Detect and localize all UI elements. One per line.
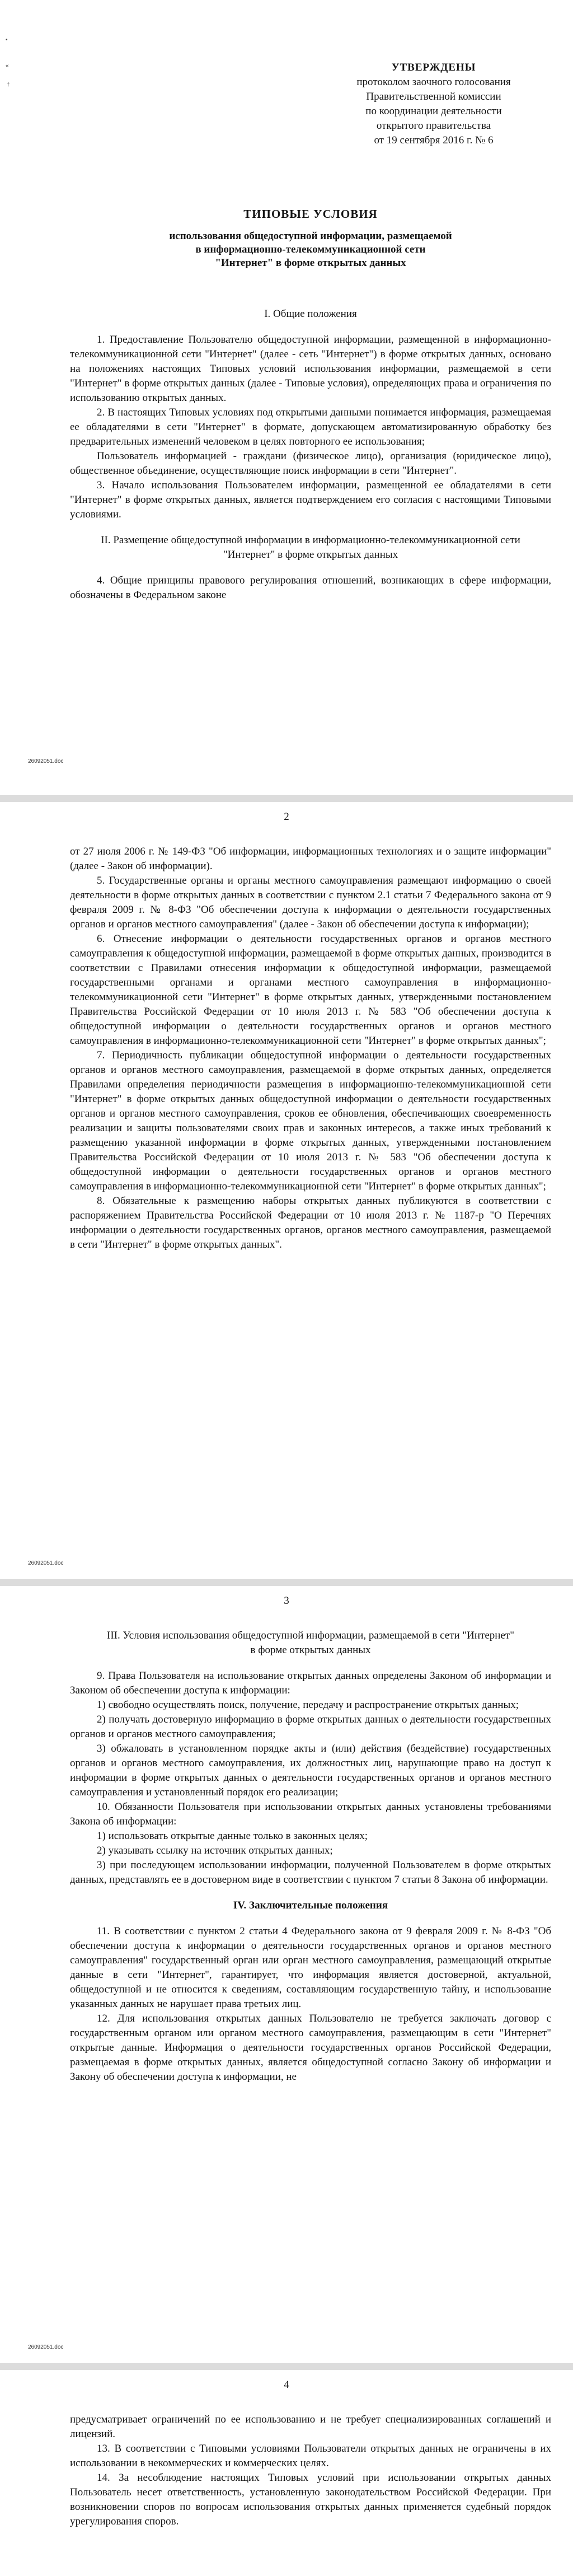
paragraph-9: 9. Права Пользователя на использование открытых данных определены Законом об информации и Законом об обеспечении доступа к информации: — [70, 1670, 551, 1696]
document-footer-code: 26092051.doc — [28, 2344, 64, 2350]
paragraph-10: 10. Обязанности Пользователя при использовании открытых данных установлены требованиями Закона об информации: — [70, 1801, 551, 1827]
paragraph-12-continued: предусматривает ограничений по ее использованию и не требует специализированных соглашений и лицензий. — [70, 2414, 551, 2440]
paragraph-9-item-3: 3) обжаловать в установленном порядке акты и (или) действия (бездействие) государственных органов и органов местного самоуправления, их должностных лиц, нарушающие право на доступ к информации в форме открытых данных о деятельности государственных органов и органов местного самоуправления и установленный порядок его реализации; — [70, 1743, 551, 1798]
approval-line: Правительственной комиссии — [366, 91, 501, 102]
margin-mark: « — [6, 63, 9, 69]
page-number: 4 — [284, 2379, 289, 2391]
section-heading-2: II. Размещение общедоступной информации в информационно-телекоммуникационной сети "Интернет" в форме открытых данных — [101, 534, 520, 561]
document-title-main: ТИПОВЫЕ УСЛОВИЯ — [243, 207, 378, 221]
section-heading-1: I. Общие положения — [264, 308, 357, 320]
page-1-body — [70, 307, 551, 603]
document-subtitle-line: "Интернет" в форме открытых данных — [215, 257, 406, 269]
approval-line: по координации деятельности — [365, 105, 502, 117]
paragraph-5: 5. Государственные органы и органы местного самоуправления размещают информацию о своей деятельности в форме открытых данных в соответствии с пунктом 2.1 статьи 7 Федерального закона от 9 февраля 2009 г. № 8-ФЗ "Об обеспечении доступа к информации о деятельности государственных органов и органов местного самоуправления" (далее - Закон об обеспечении доступа к информации); — [70, 875, 551, 930]
document-page-3 — [0, 1586, 573, 2363]
paragraph-1: 1. Предоставление Пользователю общедоступной информации, размещенной в информационно-телекоммуникационной сети "Интернет" (далее - сеть "Интернет") в форме открытых данных, основано на положениях настоящих Типовых условий использования информации, размещаемой в сети "Интернет" в форме открытых данных (далее - Типовые условия), определяющих права и ограничения по использованию открытых данных. — [70, 334, 551, 404]
document-page-1 — [0, 0, 573, 795]
paragraph-2: 2. В настоящих Типовых условиях под открытыми данными понимается информация, размещаемая ее обладателями в сети "Интернет" в формате, допускающем автоматизированную обработку без предварительных изменений человеком в целях повторного ее использования; — [70, 407, 551, 447]
paragraph-11: 11. В соответствии с пунктом 2 статьи 4 Федерального закона от 9 февраля 2009 г. № 8-ФЗ "Об обеспечении доступа к информации о деятельности государственных органов и органов местного самоуправления" государственный орган или орган местного самоуправления, размещающий открытые данные в сети "Интернет", гарантирует, что информация является достоверной, актуальной, общедоступной и не относится к сведениям, составляющим государственную тайну, и использование указанных данных не нарушает права третьих лиц. — [70, 1925, 551, 2010]
margin-mark: • — [6, 37, 8, 43]
paragraph-10-item-1: 1) использовать открытые данные только в законных целях; — [97, 1830, 368, 1842]
section-heading-4: IV. Заключительные положения — [233, 1900, 388, 1911]
document-subtitle-line: в информационно-телекоммуникационной сети — [195, 244, 426, 255]
document-footer-code: 26092051.doc — [28, 758, 64, 764]
approval-stamp — [341, 60, 526, 148]
page-number: 3 — [284, 1595, 289, 1607]
approval-line: открытого правительства — [376, 120, 491, 132]
paragraph-4-continued: от 27 июля 2006 г. № 149-ФЗ "Об информации, информационных технологиях и о защите информации" (далее - Закон об информации). — [70, 846, 551, 872]
page-4-body — [70, 2412, 551, 2529]
paragraph-8: 8. Обязательные к размещению наборы открытых данных публикуются в соответствии с распоряжением Правительства Российской Федерации от 10 июля 2013 г. № 1187-р "О Перечнях информации о деятельности государственных органов, органов местного самоуправления, размещаемой в сети "Интернет" в форме открытых данных". — [70, 1195, 551, 1250]
document-title — [70, 207, 551, 270]
paragraph-2-user-definition: Пользователь информацией - граждани (физическое лицо), организация (юридическое лицо), общественное объединение, осуществляющие поиск информации в сети "Интернет". — [70, 450, 551, 477]
document-footer-code: 26092051.doc — [28, 1560, 64, 1566]
paragraph-10-item-3: 3) при последующем использовании информации, полученной Пользователем в форме открытых данных, представлять ее в достоверном виде в соответствии с пунктом 7 статьи 8 Закона об информации. — [70, 1859, 551, 1886]
paragraph-6: 6. Отнесение информации о деятельности государственных органов и органов местного самоуправления к общедоступной информации, размещаемой в форме открытых данных, производится в соответствии с Правилами отнесения информации к общедоступной информации, размещаемой государственными органами и органами местного самоуправления в информационно-телекоммуникационной сети "Интернет" в форме открытых данных, утвержденными постановлением Правительства Российской Федерации от 10 июля 2013 г. № 583 "Об обеспечении доступа к общедоступной информации о деятельности государственных органов и органов местного самоуправления в информационно-телекоммуникационной сети "Интернет" в форме открытых данных"; — [70, 933, 551, 1047]
approval-line: протоколом заочного голосования — [356, 76, 511, 88]
paragraph-4-start: 4. Общие принципы правового регулирования отношений, возникающих в сфере информации, обозначены в Федеральном законе — [70, 575, 551, 601]
paragraph-10-item-2: 2) указывать ссылку на источник открытых данных; — [97, 1845, 333, 1856]
approval-title: УТВЕРЖДЕНЫ — [391, 62, 476, 73]
paragraph-7: 7. Периодичность публикации общедоступной информации о деятельности государственных органов и органов местного самоуправления, размещаемой в форме открытых данных, определяется Правилами определения периодичности размещения в информационно-телекоммуникационной сети "Интернет" в форме открытых данных общедоступной информации о деятельности государственных органов и органов местного самоуправления, сроков ее обновления, обеспечивающих своевременность реализации и защиты пользователями своих прав и законных интересов, а также иных требований к размещению указанной информации в форме открытых данных, утвержденными постановлением Правительства Российской Федерации от 10 июля 2013 г. № 583 "Об обеспечении доступа к общедоступной информации о деятельности государственных органов и органов местного самоуправления в информационно-телекоммуникационной сети "Интернет" в форме открытых данных"; — [70, 1049, 551, 1192]
document-page-4 — [0, 2370, 573, 2576]
section-heading-3: III. Условия использования общедоступной информации, размещаемой в сети "Интернет" в форме открытых данных — [107, 1630, 514, 1656]
document-subtitle-line: использования общедоступной информации, размещаемой — [169, 230, 452, 242]
page-number: 2 — [284, 811, 289, 823]
paragraph-3: 3. Начало использования Пользователем информации, размещенной ее обладателями в сети "Интернет" в форме открытых данных, является подтверждением его согласия с настоящими Типовыми условиями. — [70, 479, 551, 520]
paragraph-9-item-2: 2) получать достоверную информацию в форме открытых данных о деятельности государственных органов и органов местного самоуправления; — [70, 1714, 551, 1740]
paragraph-14: 14. За несоблюдение настоящих Типовых условий при использовании открытых данных Пользователь несет ответственность, установленную законодательством Российской Федерации. При возникновении споров по вопросам использования открытых данных применяется судебный порядок урегулирования споров. — [70, 2472, 551, 2527]
page-3-body — [70, 1628, 551, 2084]
paragraph-9-item-1: 1) свободно осуществлять поиск, получение, передачу и распространение открытых данных; — [97, 1699, 519, 1711]
paragraph-13: 13. В соответствии с Типовыми условиями Пользователи открытых данных не ограничены в их использовании в некоммерческих и коммерческих целях. — [70, 2443, 551, 2469]
approval-line: от 19 сентября 2016 г. № 6 — [374, 134, 494, 146]
page-2-body — [70, 844, 551, 1252]
document-page-2 — [0, 802, 573, 1579]
paragraph-12-start: 12. Для использования открытых данных Пользователю не требуется заключать договор с государственным органом или органом местного самоуправления, размещающим в сети "Интернет" открытые данные. Информация о деятельности государственных органов Российской Федерации, размещаемая в форме открытых данных, является общедоступной согласно Закону об информации и Закону об обеспечении доступа к информации, не — [70, 2013, 551, 2083]
margin-mark: † — [7, 82, 10, 88]
